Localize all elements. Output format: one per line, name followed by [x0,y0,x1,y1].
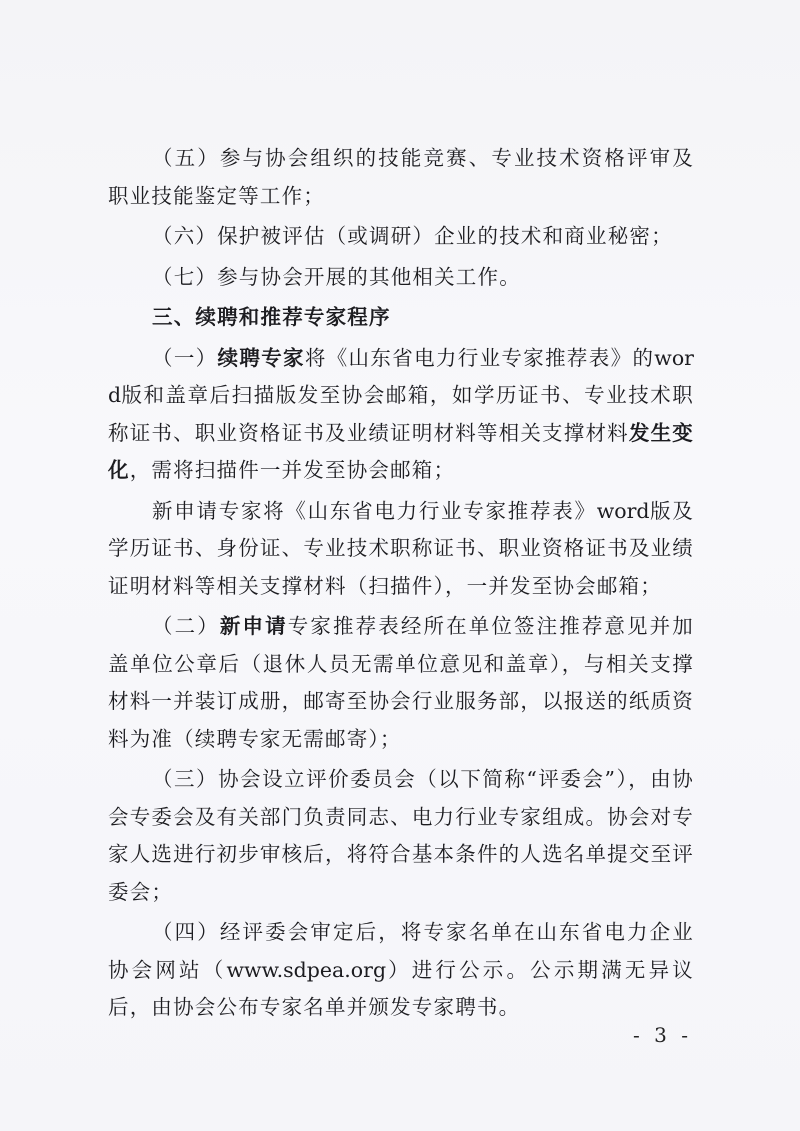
procedure-new-start: 新申请专家将《山东省电力行业专家推荐表》 [152,498,597,523]
procedure-2-rest: 专家推荐表经所在单位签注推荐意见并加盖单位公章后（退休人员无需单位意见和盖章），与相关支撑材料一并装订成册，邮寄至协会行业服务部，以报送的纸质资料为准（续聘专家无需邮寄）； [108,614,694,751]
item-7-text: （七）参与协会开展的其他相关工作。 [152,264,521,289]
procedure-1 [108,340,694,490]
renewal-expert-term: 续聘专家 [217,345,305,370]
procedure-1-prefix: （一） [152,345,218,370]
item-5 [108,140,694,215]
section-heading-text: 三、续聘和推荐专家程序 [152,305,391,329]
item-6-text: （六）保护被评估（或调研）企业的技术和商业秘密； [152,224,673,248]
association-website-link: www.sdpea.org [226,957,387,982]
changed-term: 发生变化 [108,420,694,482]
procedure-4-start: （四）经评委会审定后，将专家名单在山东省电力企业协会网站（ [108,920,694,982]
item-6 [108,218,694,256]
procedure-new-applicant [108,493,694,606]
procedure-4 [108,914,694,1027]
procedure-4-rest: ）进行公示。公示期满无异议后，由协会公布专家名单并颁发专家聘书。 [108,957,694,1019]
procedure-1-word: word [108,345,694,407]
procedure-2 [108,608,694,758]
procedure-1-mid: 将《山东省电力行业专家推荐表》的 [304,345,655,370]
procedure-new-word: word [596,498,650,523]
procedure-1-rest: 版和盖章后扫描版发至协会邮箱，如学历证书、专业技术职称证书、职业资格证书及业绩证明材料等相关支撑材料 [108,383,694,445]
item-7 [108,259,694,297]
procedure-3 [108,761,694,911]
procedure-new-rest: 版及学历证书、身份证、专业技术职称证书、职业资格证书及业绩证明材料等相关支撑材料（扫描件），一并发至协会邮箱； [108,498,695,598]
procedure-1-end: ，需将扫描件一并发至协会邮箱； [129,458,456,482]
new-applicant-term: 新申请 [219,614,288,638]
document-body [108,140,694,1027]
procedure-3-text: （三）协会设立评价委员会（以下简称“评委会”），由协会专委会及有关部门负责同志、电力行业专家组成。协会对专家人选进行初步审核后，将符合基本条件的人选名单提交至评委会； [108,767,694,904]
page-number: - 3 - [633,1023,692,1047]
item-5-text: （五）参与协会组织的技能竞赛、专业技术资格评审及职业技能鉴定等工作； [108,146,694,208]
section-heading [108,299,694,337]
procedure-2-prefix: （二） [152,614,220,638]
